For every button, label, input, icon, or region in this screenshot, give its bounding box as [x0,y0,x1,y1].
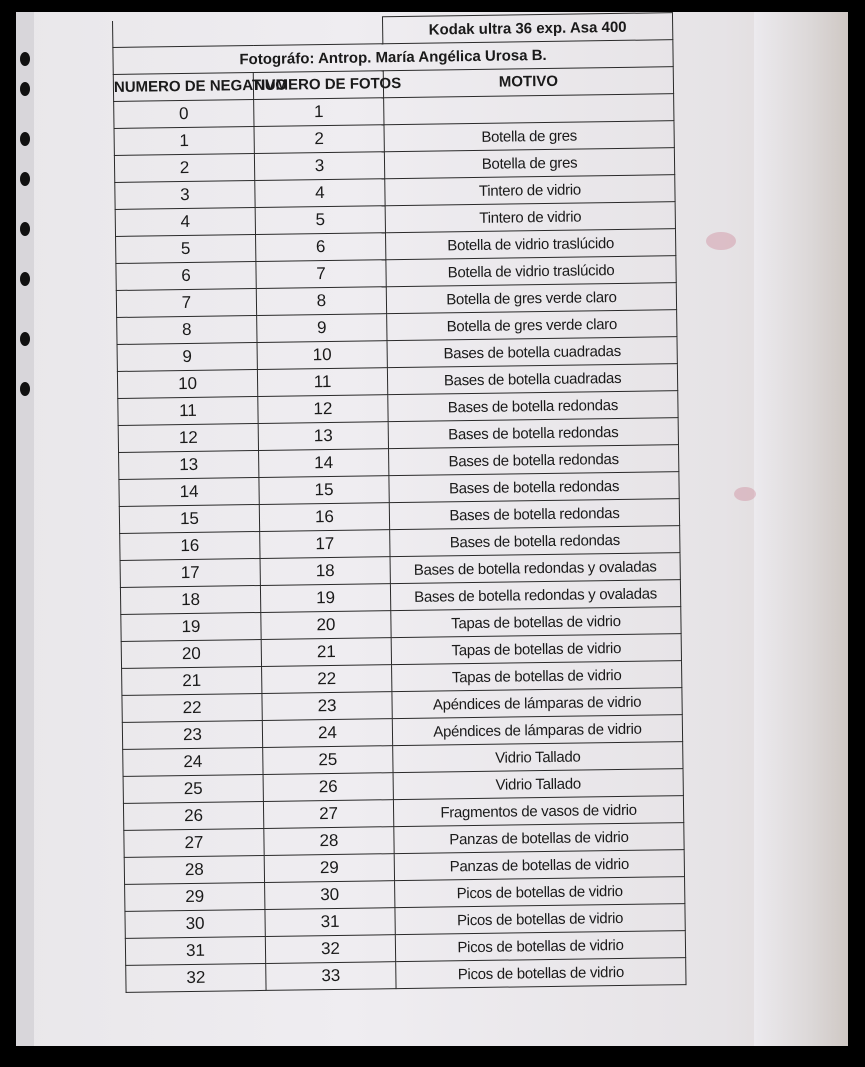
binder-hole [20,332,30,346]
negativo-cell: 30 [125,909,265,938]
foto-cell: 20 [261,611,391,640]
motivo-cell: Bases de botella redondas [389,445,679,476]
foto-cell: 23 [262,692,392,721]
foto-cell: 32 [265,935,395,964]
motivo-cell: Tapas de botellas de vidrio [392,661,682,692]
negativo-cell: 18 [120,585,260,614]
negativo-cell: 6 [116,262,256,291]
ink-stain [734,487,756,501]
negativo-cell: 15 [119,504,259,533]
binder-hole [20,132,30,146]
negativo-cell: 1 [114,127,254,156]
photographer-label: Fotográfo: Antrop. María Angélica Urosa B. [113,40,673,75]
negativo-cell: 19 [121,612,261,641]
foto-cell: 11 [257,368,387,397]
foto-cell: 27 [263,800,393,829]
foto-cell: 26 [263,773,393,802]
motivo-cell: Apéndices de lámparas de vidrio [392,715,682,746]
negativo-cell: 29 [125,882,265,911]
negativo-cell: 20 [121,639,261,668]
negativo-cell: 7 [116,289,256,318]
negativo-cell: 17 [120,558,260,587]
motivo-cell: Tintero de vidrio [385,202,675,233]
motivo-cell: Botella de gres [384,148,674,179]
negativo-cell: 32 [126,963,266,992]
foto-cell: 2 [254,125,384,154]
foto-cell: 25 [263,746,393,775]
binder-hole [20,222,30,236]
negativo-cell: 26 [123,801,263,830]
foto-cell: 18 [260,557,390,586]
motivo-cell: Bases de botella redondas [389,472,679,503]
foto-cell: 12 [258,395,388,424]
log-sheet [112,12,726,1040]
foto-cell: 10 [257,341,387,370]
foto-cell: 13 [258,422,388,451]
motivo-cell: Bases de botella redondas [390,526,680,557]
foto-cell: 21 [261,638,391,667]
negativo-cell: 2 [114,154,254,183]
foto-cell: 31 [265,908,395,937]
motivo-cell: Bases de botella redondas [388,391,678,422]
motivo-cell: Tapas de botellas de vidrio [391,634,681,665]
negativo-cell: 10 [117,370,257,399]
negativo-cell: 13 [119,450,259,479]
negativo-cell: 0 [114,100,254,129]
foto-cell: 3 [254,152,384,181]
foto-cell: 33 [266,962,396,991]
motivo-cell: Botella de gres [384,121,674,152]
negativo-cell: 22 [122,693,262,722]
negativo-cell: 12 [118,423,258,452]
motivo-cell: Picos de botellas de vidrio [395,931,685,962]
negativo-cell: 31 [125,936,265,965]
binder-hole [20,172,30,186]
motivo-cell: Botella de gres verde claro [386,283,676,314]
motivo-cell: Picos de botellas de vidrio [395,904,685,935]
foto-cell: 4 [255,179,385,208]
negativo-cell: 11 [118,397,258,426]
binder-hole [20,82,30,96]
negativo-cell: 9 [117,343,257,372]
foto-cell: 30 [265,881,395,910]
motivo-cell: Botella de gres verde claro [387,310,677,341]
foto-cell: 19 [260,584,390,613]
header-fotos: NUMERO DE FOTOS [253,71,383,100]
negativo-cell: 21 [122,666,262,695]
motivo-cell: Bases de botella cuadradas [387,364,677,395]
motivo-cell [384,94,674,125]
binder-margin [16,12,34,1046]
foto-cell: 1 [254,98,384,127]
document-photo [16,12,848,1046]
motivo-cell: Bases de botella redondas [388,418,678,449]
foto-cell: 22 [262,665,392,694]
motivo-cell: Bases de botella cuadradas [387,337,677,368]
foto-cell: 14 [259,449,389,478]
motivo-cell: Fragmentos de vasos de vidrio [393,796,683,827]
film-row-blank [113,17,383,48]
negativo-cell: 14 [119,477,259,506]
motivo-cell: Bases de botella redondas y ovaladas [390,580,680,611]
film-label: Kodak ultra 36 exp. Asa 400 [382,13,672,44]
header-motivo: MOTIVO [383,67,673,98]
foto-cell: 16 [259,503,389,532]
negativo-cell: 8 [117,316,257,345]
paper-edge [754,12,848,1046]
negativo-cell: 16 [120,531,260,560]
motivo-cell: Vidrio Tallado [393,742,683,773]
binder-hole [20,52,30,66]
binder-hole [20,272,30,286]
negativo-cell: 3 [115,181,255,210]
foto-cell: 24 [262,719,392,748]
negativo-cell: 28 [124,855,264,884]
foto-cell: 5 [255,206,385,235]
negativo-cell: 5 [116,235,256,264]
motivo-cell: Panzas de botellas de vidrio [394,823,684,854]
negativo-cell: 25 [123,774,263,803]
foto-cell: 8 [256,287,386,316]
motivo-cell: Picos de botellas de vidrio [395,877,685,908]
motivo-cell: Picos de botellas de vidrio [396,958,686,989]
motivo-cell: Tintero de vidrio [385,175,675,206]
motivo-cell: Panzas de botellas de vidrio [394,850,684,881]
foto-cell: 17 [260,530,390,559]
header-negativo: NUMERO DE NEGATIVO [113,73,253,102]
foto-cell: 6 [256,233,386,262]
motivo-cell: Vidrio Tallado [393,769,683,800]
foto-cell: 15 [259,476,389,505]
photo-log-table [112,12,687,993]
motivo-cell: Botella de vidrio traslúcido [386,256,676,287]
binder-hole [20,382,30,396]
negativo-cell: 23 [122,720,262,749]
motivo-cell: Botella de vidrio traslúcido [385,229,675,260]
motivo-cell: Apéndices de lámparas de vidrio [392,688,682,719]
foto-cell: 28 [264,827,394,856]
motivo-cell: Bases de botella redondas y ovaladas [390,553,680,584]
motivo-cell: Bases de botella redondas [389,499,679,530]
negativo-cell: 27 [124,828,264,857]
motivo-cell: Tapas de botellas de vidrio [391,607,681,638]
foto-cell: 9 [257,314,387,343]
foto-cell: 29 [264,854,394,883]
foto-cell: 7 [256,260,386,289]
negativo-cell: 4 [115,208,255,237]
negativo-cell: 24 [123,747,263,776]
